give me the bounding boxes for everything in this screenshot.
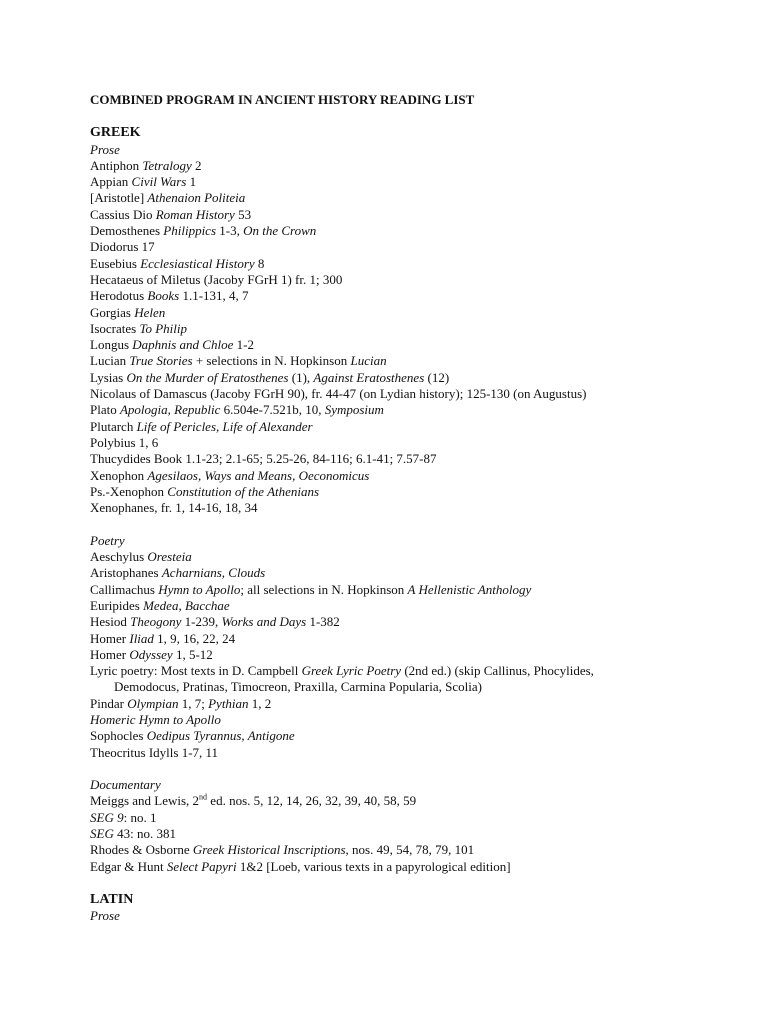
list-item: Theocritus Idylls 1-7, 11 [90,744,219,760]
list-item: Gorgias Helen [90,304,166,320]
list-item: Xenophon Agesilaos, Ways and Means, Oeconomicus [90,467,370,483]
subheading-greek-documentary: Documentary [90,777,161,793]
greek-prose-list [90,158,750,517]
list-item: Polybius 1, 6 [90,434,159,450]
list-item: Homeric Hymn to Apollo [90,711,221,727]
subheading-latin-prose: Prose [90,908,120,924]
list-item: Hecataeus of Miletus (Jacoby FGrH 1) fr. 1; 300 [90,271,343,287]
subheading-greek-poetry: Poetry [90,532,125,548]
list-item: Ps.-Xenophon Constitution of the Athenians [90,483,320,499]
list-item: Isocrates To Philip [90,320,188,336]
list-item: SEG 43: no. 381 [90,826,176,842]
list-item: Antiphon Tetralogy 2 [90,157,202,173]
section-heading-latin: LATIN [90,891,134,907]
list-item: Lysias On the Murder of Eratosthenes (1), Against Eratosthenes (12) [90,369,450,385]
list-item: Hesiod Theogony 1-239, Works and Days 1-382 [90,614,340,630]
page-title: COMBINED PROGRAM IN ANCIENT HISTORY READING LIST [90,92,475,107]
list-item: Sophocles Oedipus Tyrannus, Antigone [90,728,295,744]
list-item: Cassius Dio Roman History 53 [90,206,252,222]
list-item: Demodocus, Pratinas, Timocreon, Praxilla, Carmina Popularia, Scolia) [114,679,482,695]
list-item: [Aristotle] Athenaion Politeia [90,190,246,206]
list-item: Eusebius Ecclesiastical History 8 [90,255,265,271]
list-item: Callimachus Hymn to Apollo; all selections in N. Hopkinson A Hellenistic Anthology [90,581,532,597]
section-heading-greek: GREEK [90,125,141,141]
list-item: Lyric poetry: Most texts in D. Campbell Greek Lyric Poetry (2nd ed.) (skip Callinus, Phocylides, [90,663,594,679]
list-item: Meiggs and Lewis, 2nd ed. nos. 5, 12, 14, 26, 32, 39, 40, 58, 59 [90,793,417,809]
list-item: Edgar & Hunt Select Papyri 1&2 [Loeb, various texts in a papyrological edition] [90,858,511,874]
list-item: Herodotus Books 1.1-131, 4, 7 [90,288,249,304]
list-item: SEG 9: no. 1 [90,809,157,825]
list-item: Plutarch Life of Pericles, Life of Alexander [90,418,313,434]
list-item: Aeschylus Oresteia [90,549,192,565]
subheading-greek-prose: Prose [90,141,120,157]
list-item: Xenophanes, fr. 1, 14-16, 18, 34 [90,500,258,516]
document-page [90,92,750,925]
list-item: Nicolaus of Damascus (Jacoby FGrH 90), fr. 44-47 (on Lydian history); 125-130 (on Augustus) [90,386,587,402]
list-item: Plato Apologia, Republic 6.504e-7.521b, 10, Symposium [90,402,384,418]
list-item: Thucydides Book 1.1-23; 2.1-65; 5.25-26, 84-116; 6.1-41; 7.57-87 [90,451,437,467]
list-item: Demosthenes Philippics 1-3, On the Crown [90,223,317,239]
list-item: Pindar Olympian 1, 7; Pythian 1, 2 [90,695,272,711]
list-item: Aristophanes Acharnians, Clouds [90,565,266,581]
list-item: Euripides Medea, Bacchae [90,597,230,613]
list-item: Homer Iliad 1, 9, 16, 22, 24 [90,630,236,646]
greek-poetry-list [90,549,750,761]
list-item: Homer Odyssey 1, 5-12 [90,646,213,662]
list-item: Diodorus 17 [90,239,155,255]
list-item: Lucian True Stories + selections in N. Hopkinson Lucian [90,353,387,369]
list-item: Longus Daphnis and Chloe 1-2 [90,337,254,353]
list-item: Appian Civil Wars 1 [90,174,197,190]
list-item: Rhodes & Osborne Greek Historical Inscriptions, nos. 49, 54, 78, 79, 101 [90,842,475,858]
greek-documentary-list [90,793,750,874]
